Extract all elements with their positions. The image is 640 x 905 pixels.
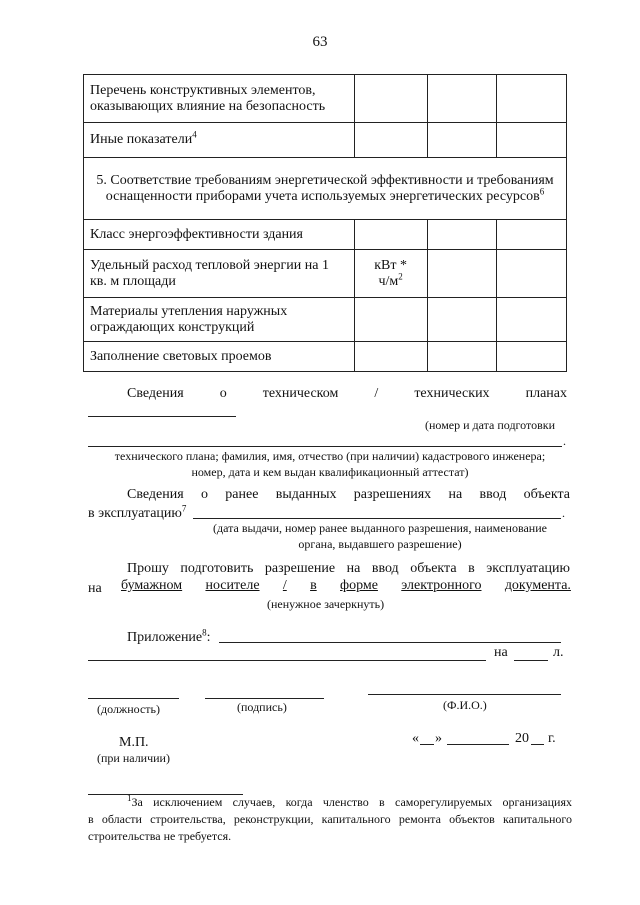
stamp-if-any: (при наличии) bbox=[97, 751, 170, 765]
building-params-table bbox=[83, 74, 567, 372]
signature-caption: (подпись) bbox=[237, 700, 287, 714]
table-cell-unit bbox=[354, 298, 427, 342]
tech-plan-fill-line-2[interactable] bbox=[88, 446, 562, 447]
table-cell-blank bbox=[497, 75, 567, 123]
fio-caption: (Ф.И.О.) bbox=[443, 698, 487, 712]
prev-permits-fill-line[interactable] bbox=[193, 518, 561, 519]
table-cell-label: Удельный расход тепловой энергии на 1 кв. м площади bbox=[84, 250, 355, 298]
table-cell-label: Перечень конструктивных элементов, оказывающих влияние на безопасность bbox=[84, 75, 355, 123]
table-cell-unit bbox=[354, 75, 427, 123]
table-cell-unit: кВт * $ч/м^2$ bbox=[354, 250, 427, 298]
date-day-field[interactable] bbox=[420, 744, 434, 745]
table-cell-blank bbox=[427, 342, 497, 372]
fio-field[interactable] bbox=[368, 694, 561, 695]
prev-permits-period: . bbox=[562, 506, 565, 520]
request-prefix: на bbox=[88, 581, 102, 596]
attachment-fill-line[interactable] bbox=[219, 642, 561, 643]
date-open-quote: « bbox=[412, 731, 419, 746]
prev-permits-hint-2: органа, выдавшего разрешение) bbox=[298, 537, 462, 551]
table-row bbox=[84, 123, 567, 158]
tech-plan-hint-2: технического плана; фамилия, имя, отчество (при наличии) кадастрового инженера; bbox=[114, 449, 546, 463]
page-number: 63 bbox=[312, 34, 328, 50]
attachment-fill-line-2[interactable] bbox=[88, 660, 486, 661]
date-year-prefix: 20 bbox=[515, 731, 529, 746]
stamp-label: М.П. bbox=[119, 735, 149, 750]
request-line: Прошу подготовить разрешение на ввод объекта в эксплуатацию bbox=[127, 561, 570, 576]
table-cell-blank bbox=[497, 250, 567, 298]
table-cell-label: Иные показатели$^4$ bbox=[84, 123, 355, 158]
position-field[interactable] bbox=[88, 698, 179, 699]
footnote-line-3: строительства не требуется. bbox=[88, 829, 232, 843]
table-row bbox=[84, 75, 567, 123]
attachment-label: Приложение$^8$: bbox=[127, 627, 211, 645]
table-cell-label: Материалы утепления наружных ограждающих конструкций bbox=[84, 298, 355, 342]
table-cell-blank bbox=[427, 123, 497, 158]
table-row bbox=[84, 298, 567, 342]
request-hint: (ненужное зачеркнуть) bbox=[267, 597, 385, 611]
attachment-pages-field[interactable] bbox=[514, 660, 548, 661]
tech-plan-hint-3: номер, дата и кем выдан квалификационный аттестат) bbox=[191, 465, 469, 479]
tech-plan-line: Сведения о техническом / технических планах bbox=[127, 386, 567, 401]
signature-field[interactable] bbox=[205, 698, 324, 699]
table-cell-blank bbox=[497, 298, 567, 342]
table-row bbox=[84, 220, 567, 250]
tech-plan-fill-line[interactable] bbox=[88, 416, 236, 417]
section-heading-row bbox=[84, 158, 567, 220]
date-month-field[interactable] bbox=[447, 744, 509, 745]
table-cell-blank bbox=[497, 342, 567, 372]
prev-permits-line: Сведения о ранее выданных разрешениях на ввод объекта bbox=[127, 487, 570, 502]
date-year-field[interactable] bbox=[531, 744, 544, 745]
table-cell-label: Заполнение световых проемов bbox=[84, 342, 355, 372]
footnote-line-2: в области строительства, реконструкции, капитального ремонта объектов капитального bbox=[88, 812, 572, 826]
attachment-na: на bbox=[494, 645, 508, 660]
prev-permits-hint: (дата выдачи, номер ранее выданного разрешения, наименование bbox=[213, 521, 547, 535]
tech-plan-hint: (номер и дата подготовки bbox=[425, 418, 556, 432]
section-5-heading: 5. Соответствие требованиям энергетической эффективности и требованиям оснащенности приборами учета используемых энергетических ресурсов$^6$ bbox=[84, 158, 567, 220]
table-cell-blank bbox=[427, 298, 497, 342]
table-cell-blank bbox=[427, 220, 497, 250]
table-cell-unit bbox=[354, 123, 427, 158]
date-year-suffix: г. bbox=[548, 731, 556, 746]
attachment-pages-unit: л. bbox=[553, 645, 564, 660]
position-caption: (должность) bbox=[97, 702, 160, 716]
table-cell-blank bbox=[427, 75, 497, 123]
tech-plan-period: . bbox=[563, 434, 566, 448]
date-close-quote: » bbox=[435, 731, 442, 746]
table-row bbox=[84, 250, 567, 298]
footnote-line-1: $^1$За исключением случаев, когда членство в саморегулируемых организациях bbox=[127, 793, 572, 809]
table-cell-blank bbox=[427, 250, 497, 298]
table-cell-unit bbox=[354, 220, 427, 250]
table-cell-blank bbox=[497, 220, 567, 250]
delivery-method-options[interactable]: бумажном носителе / в форме электронного документа. bbox=[121, 578, 571, 593]
table-cell-label: Класс энергоэффективности здания bbox=[84, 220, 355, 250]
table-cell-unit bbox=[354, 342, 427, 372]
table-cell-blank bbox=[497, 123, 567, 158]
table-row bbox=[84, 342, 567, 372]
prev-permits-prefix: в эксплуатацию$^7$ bbox=[88, 503, 187, 521]
